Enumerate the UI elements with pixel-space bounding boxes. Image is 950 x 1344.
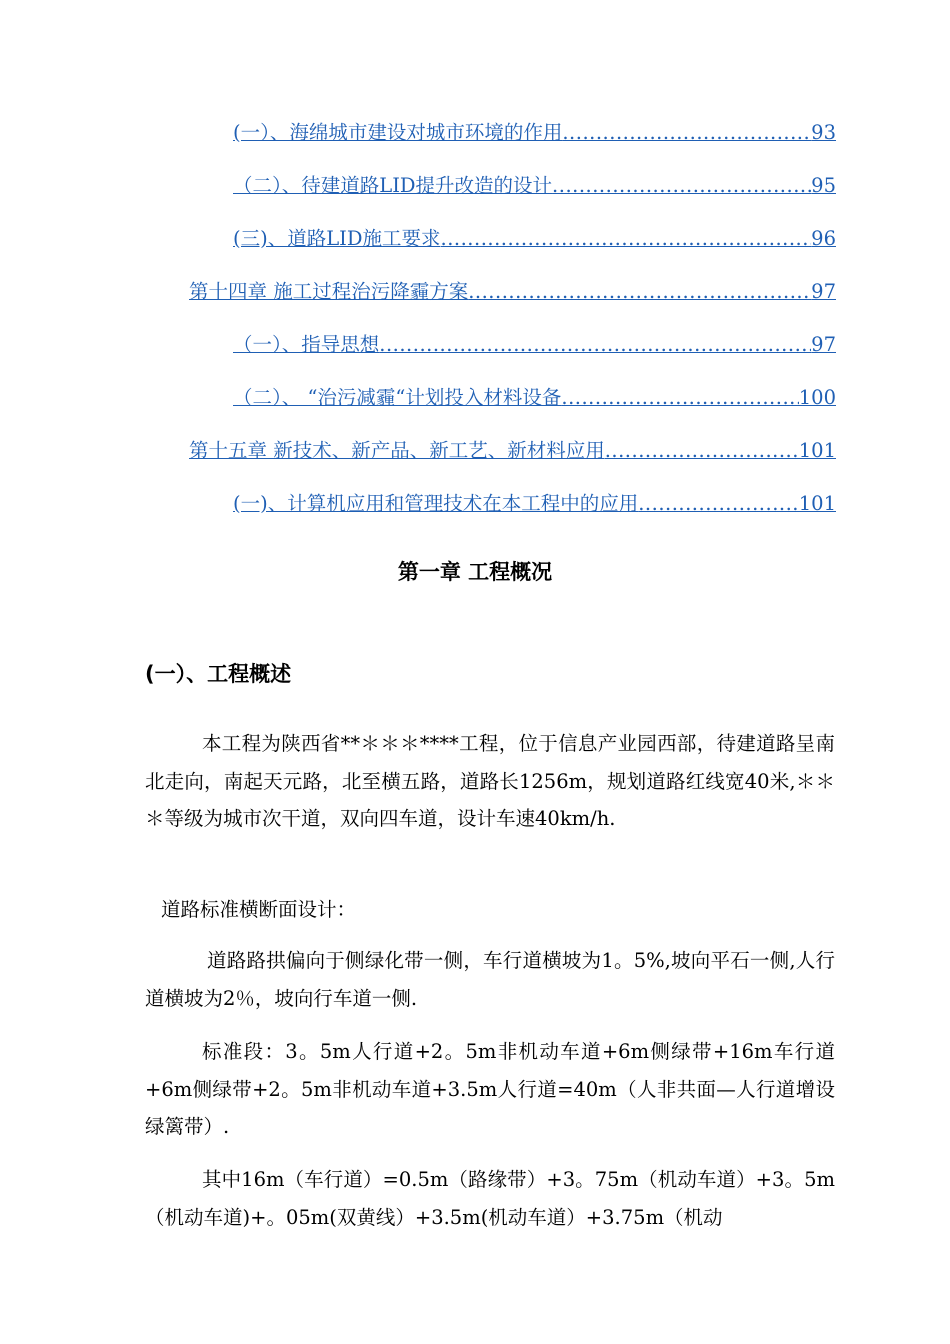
toc-leader-dots (379, 333, 811, 356)
toc-entry[interactable] (233, 223, 836, 253)
toc-leader-dots (468, 280, 811, 303)
toc-entry-page: 101 (798, 439, 836, 462)
toc-entry[interactable] (233, 170, 836, 200)
toc-leader-dots (605, 439, 799, 462)
body-paragraph: 本工程为陕西省**＊＊＊****工程，位于信息产业园西部，待建道路呈南北走向，南起天元路，北至横五路，道路长1256m，规划道路红线宽40米,＊＊＊等级为城市次干道，双向四车道，设计车速40km/h. (145, 732, 835, 830)
toc-entry-page: 101 (798, 492, 836, 515)
body-paragraph: 道路路拱偏向于侧绿化带一侧，车行道横坡为1。5%,坡向平石一侧,人行道横坡为2％，坡向行车道一侧. (145, 949, 835, 1010)
body-paragraph: 道路标准横断面设计： (161, 898, 357, 921)
toc-entry-title: 第十四章 施工过程治污降霾方案 (189, 280, 469, 303)
toc-entry-page: 96 (811, 227, 836, 250)
toc-entry-title: 第十五章 新技术、新产品、新工艺、新材料应用 (189, 439, 605, 462)
toc-entry[interactable] (233, 117, 836, 147)
body-paragraph: 标准段：3。5m人行道+2。5m非机动车道+6m侧绿带+16m车行道+6m侧绿带+2。5m非机动车道+3.5m人行道=40m（人非共面—人行道增设绿篱带）. (145, 1040, 835, 1138)
toc-entry-title: (三)、道路LID施工要求 (233, 227, 441, 250)
toc-entry[interactable] (233, 382, 836, 412)
toc-leader-dots (561, 386, 798, 409)
toc-entry-title: (一）、海绵城市建设对城市环境的作用 (233, 121, 563, 144)
toc-leader-dots (562, 121, 811, 144)
toc-entry[interactable] (189, 435, 836, 465)
toc-entry[interactable] (233, 329, 836, 359)
toc-leader-dots (552, 174, 811, 197)
section-heading: (一）、工程概述 (145, 662, 292, 686)
toc-entry-title: （一）、指导思想 (233, 333, 380, 356)
chapter-title: 第一章 工程概况 (397, 560, 553, 584)
toc-entry[interactable] (233, 488, 836, 518)
toc-entry-page: 100 (798, 386, 836, 409)
body-paragraph: 其中16m（车行道）=0.5m（路缘带）+3。75m（机动车道）+3。5m（机动车道)+。05m(双黄线）+3.5m(机动车道）+3.75m（机动 (145, 1168, 835, 1229)
toc-entry-page: 97 (811, 333, 836, 356)
toc-entry-title: （二）、 “治污减霾“计划投入材料设备 (233, 386, 562, 409)
toc-entry-title: (一)、计算机应用和管理技术在本工程中的应用 (233, 492, 639, 515)
toc-entry-page: 97 (811, 280, 836, 303)
toc-entry-title: （二）、待建道路LID提升改造的设计 (233, 174, 553, 197)
toc-entry-page: 93 (811, 121, 836, 144)
toc-leader-dots (638, 492, 799, 515)
toc-leader-dots (441, 227, 812, 250)
toc-entry[interactable] (189, 276, 836, 306)
toc-entry-page: 95 (811, 174, 836, 197)
